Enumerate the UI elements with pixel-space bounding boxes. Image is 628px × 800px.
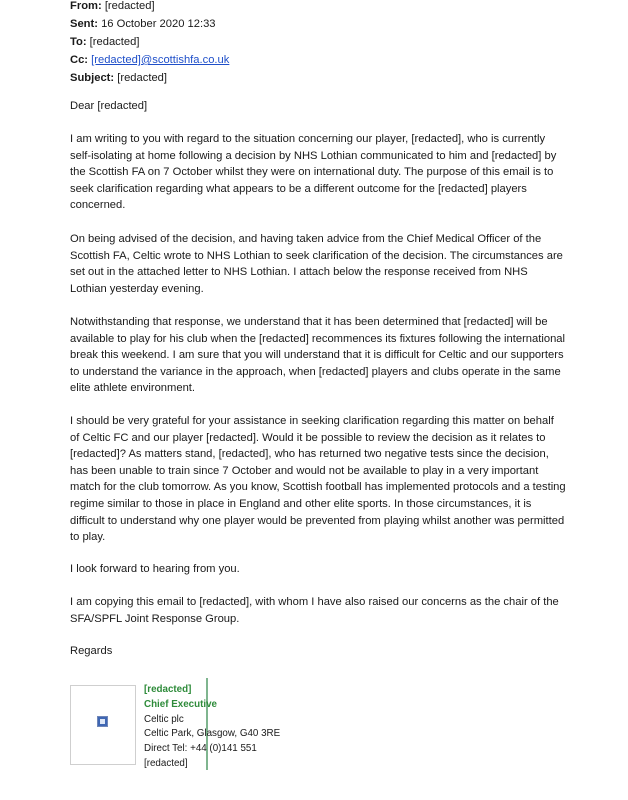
subject-label: Subject: [70, 72, 115, 84]
to-row [70, 33, 229, 51]
from-label: From: [70, 0, 102, 12]
to-label: To: [70, 36, 87, 48]
from-row [70, 0, 229, 15]
paragraph-6: I am copying this email to [redacted], with whom I have also raised our concerns as the chair of the SFA/SPFL Joint Response Group. [70, 596, 559, 625]
sent-value: 16 October 2020 12:33 [101, 18, 216, 30]
paragraph-2: On being advised of the decision, and having taken advice from the Chief Medical Officer of the Scottish FA, Celtic wrote to NHS Lothian to seek clarification of the decision. The circumstances are set out in the attached letter to NHS Lothian. I attach below the response received from NHS Lothian yesterday evening. [70, 233, 563, 295]
sent-row [70, 15, 229, 33]
closing: Regards [70, 645, 113, 657]
email-headers [70, 0, 229, 87]
cc-row [70, 51, 229, 69]
broken-image-icon [97, 716, 108, 727]
paragraph-1: I am writing to you with regard to the situation concerning our player, [redacted], who is currently self-isolating at home following a decision by NHS Lothian communicated to him and [redacted] by the Scottish FA on 7 October whilst they were on international duty. The purpose of this email is to seek clarification regarding what appears to be a different outcome for the [redacted] players concerned. [70, 133, 557, 212]
signature-title: Chief Executive [144, 698, 217, 710]
signature-phone: Direct Tel: +44 (0)141 551 [144, 743, 257, 755]
from-value: [redacted] [104, 0, 155, 12]
paragraph-3: Notwithstanding that response, we understand that it has been determined that [redacted] will be available to play for his club when the [redacted] recommences its fixtures following the international break this weekend. I am sure that you will understand that it is difficult for Celtic and our supporters to understand the variance in the approach, when [redacted] players and clubs operate in the same elite athlete environment. [70, 316, 565, 395]
paragraph-5: I look forward to hearing from you. [70, 563, 240, 575]
paragraph-4: I should be very grateful for your assistance in seeking clarification regarding this matter on behalf of Celtic FC and our player [redacted]. Would it be possible to review the decision as it relates to [redacted]? As matters stand, [redacted], who has returned two negative tests since the decision, has been unable to train since 7 October and would not be available to play in a very important match for the club tomorrow. As you know, Scottish football has implemented protocols and a testing regime similar to those in place in England and other elite sports. In those circumstances, it is difficult to understand why one player would be prevented from playing whilst another was permitted to play. [70, 415, 566, 544]
signature-extra: [redacted] [144, 757, 188, 769]
to-value: [redacted] [89, 36, 140, 48]
signature-company: Celtic plc [144, 713, 184, 725]
cc-label: Cc: [70, 54, 89, 66]
signature-address: Celtic Park, Glasgow, G40 3RE [144, 728, 281, 740]
signature-image-placeholder [70, 685, 136, 765]
signature-name: [redacted] [144, 684, 192, 695]
greeting: Dear [redacted] [70, 100, 148, 112]
cc-email-link[interactable]: [redacted]@scottishfa.co.uk [91, 54, 230, 66]
subject-value: [redacted] [117, 72, 168, 84]
signature-block [144, 683, 280, 772]
sent-label: Sent: [70, 18, 98, 30]
subject-row [70, 69, 229, 87]
